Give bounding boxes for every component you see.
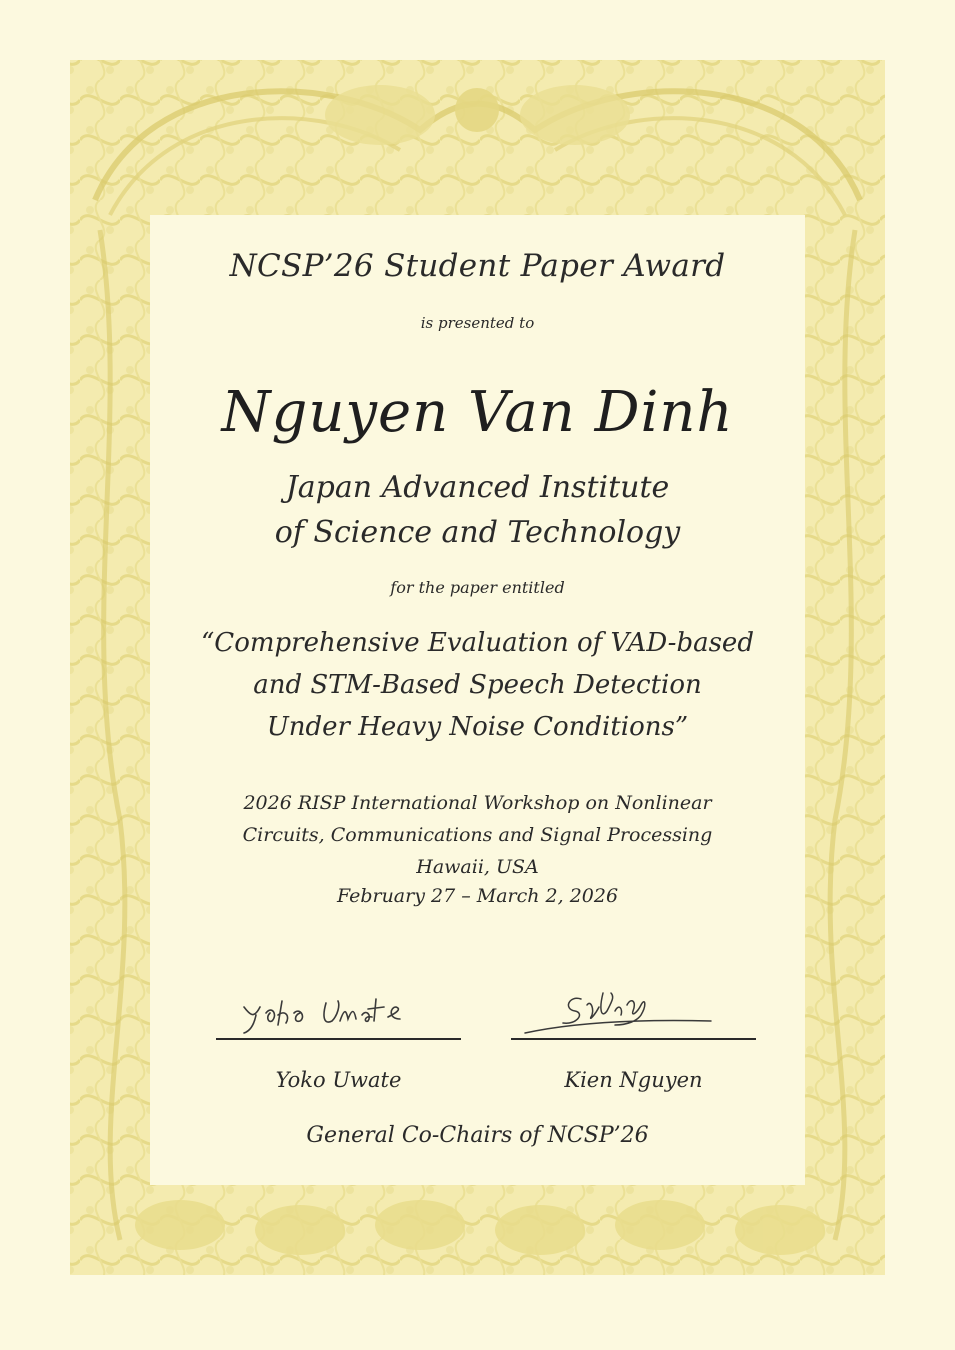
signatory-name-left: Yoko Uwate <box>275 1068 402 1092</box>
presented-to-text: is presented to <box>420 314 535 332</box>
signature-kien-nguyen <box>511 985 756 1035</box>
recipient-name: Nguyen Van Dinh <box>221 380 734 445</box>
event-name-line-2: Circuits, Communications and Signal Processing <box>242 824 713 846</box>
for-paper-text: for the paper entitled <box>390 578 565 597</box>
affiliation-line-2: of Science and Technology <box>274 515 681 550</box>
paper-title-line-3: Under Heavy Noise Conditions” <box>266 712 689 742</box>
signature-block-left <box>216 985 461 1092</box>
signatory-name-right: Kien Nguyen <box>564 1068 703 1092</box>
event-dates: February 27 – March 2, 2026 <box>336 885 619 907</box>
award-title: NCSP’26 Student Paper Award <box>229 248 726 284</box>
co-chairs-title: General Co-Chairs of NCSP’26 <box>306 1123 649 1148</box>
signature-line-right <box>511 1038 756 1040</box>
signature-line-left <box>216 1038 461 1040</box>
signature-block-right <box>511 985 756 1092</box>
paper-title-line-2: and STM-Based Speech Detection <box>253 670 702 700</box>
event-location: Hawaii, USA <box>416 856 539 878</box>
signature-yoko-uwate <box>216 985 461 1035</box>
paper-title-line-1: “Comprehensive Evaluation of VAD-based <box>201 628 754 658</box>
event-name-line-1: 2026 RISP International Workshop on Nonlinear <box>243 792 712 814</box>
affiliation-line-1: Japan Advanced Institute <box>285 470 670 505</box>
